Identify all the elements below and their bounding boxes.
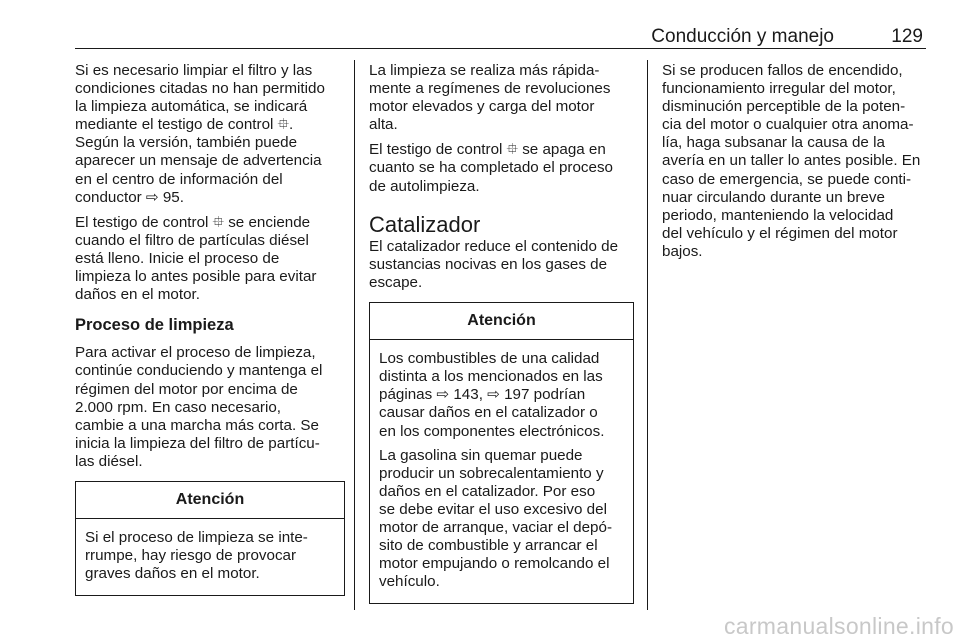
section-heading: Catalizador bbox=[369, 211, 481, 237]
paragraph: El testigo de control ⯐ se apaga en cuanto se ha completado el proceso de autolimpieza. bbox=[369, 141, 614, 195]
warning-text: Los combustibles de una calidad distinta a los mencionados en las páginas ⇨ 143, ⇨ 197 podrían causar daños en el catalizador o en los componentes electrónicos. bbox=[379, 350, 605, 440]
warning-box bbox=[369, 302, 634, 604]
paragraph: Para activar el proceso de limpieza, continúe conduciendo y mantenga el régimen del motor por encima de 2.000 rpm. En caso necesario, cambie a una marcha más corta. Se inicia la limpieza del filtro de partícu- las diésel. bbox=[75, 344, 323, 470]
warning-box bbox=[75, 481, 345, 596]
subheading: Proceso de limpieza bbox=[75, 316, 234, 335]
paragraph: El catalizador reduce el contenido de sustancias nocivas en los gases de escape. bbox=[369, 237, 619, 291]
warning-box-title: Atención bbox=[370, 303, 633, 340]
warning-text: La gasolina sin quemar puede producir un sobrecalentamiento y daños en el catalizador. Por eso se debe evitar el uso excesivo del motor de arranque, vaciar el depó- sito de combustible y arrancar el motor empujando o remolcando el vehículo. bbox=[379, 446, 613, 591]
paragraph: El testigo de control ⯐ se enciende cuando el filtro de partículas diésel está lleno. Inicie el proceso de limpieza lo antes posible para evitar daños en el motor. bbox=[75, 213, 317, 304]
warning-box-body bbox=[76, 519, 344, 595]
column-divider bbox=[647, 60, 648, 610]
watermark: carmanualsonline.info bbox=[723, 613, 954, 639]
paragraph: La limpieza se realiza más rápida- mente a regímenes de revoluciones motor elevados y carga del motor alta. bbox=[369, 62, 611, 134]
warning-text: Si el proceso de limpieza se inte- rrumpe, hay riesgo de provocar graves daños en el motor. bbox=[85, 529, 308, 583]
section-title: Conducción y manejo bbox=[651, 26, 834, 47]
warning-box-title: Atención bbox=[76, 482, 344, 519]
warning-box-body bbox=[370, 340, 633, 603]
column-divider bbox=[354, 60, 355, 610]
column-right bbox=[662, 62, 927, 268]
page-number: 129 bbox=[891, 26, 923, 47]
column-middle bbox=[369, 62, 634, 604]
column-left bbox=[75, 62, 345, 596]
page-header bbox=[75, 20, 926, 49]
paragraph: Si se producen fallos de encendido, funcionamiento irregular del motor, disminución perceptible de la poten- cia del motor o cualquier otra anoma- lía, haga subsanar la causa de la avería en un taller lo antes posible. En caso de emergencia, se puede conti- nuar circulando durante un breve periodo, manteniendo la velocidad del vehículo y el régimen del motor bajos. bbox=[662, 62, 921, 260]
paragraph: Si es necesario limpiar el filtro y las condiciones citadas no han permitido la limpieza automática, se indicará mediante el testigo de control ⯐. Según la versión, también puede aparecer un mensaje de advertencia en el centro de información del conductor ⇨ 95. bbox=[75, 62, 325, 206]
